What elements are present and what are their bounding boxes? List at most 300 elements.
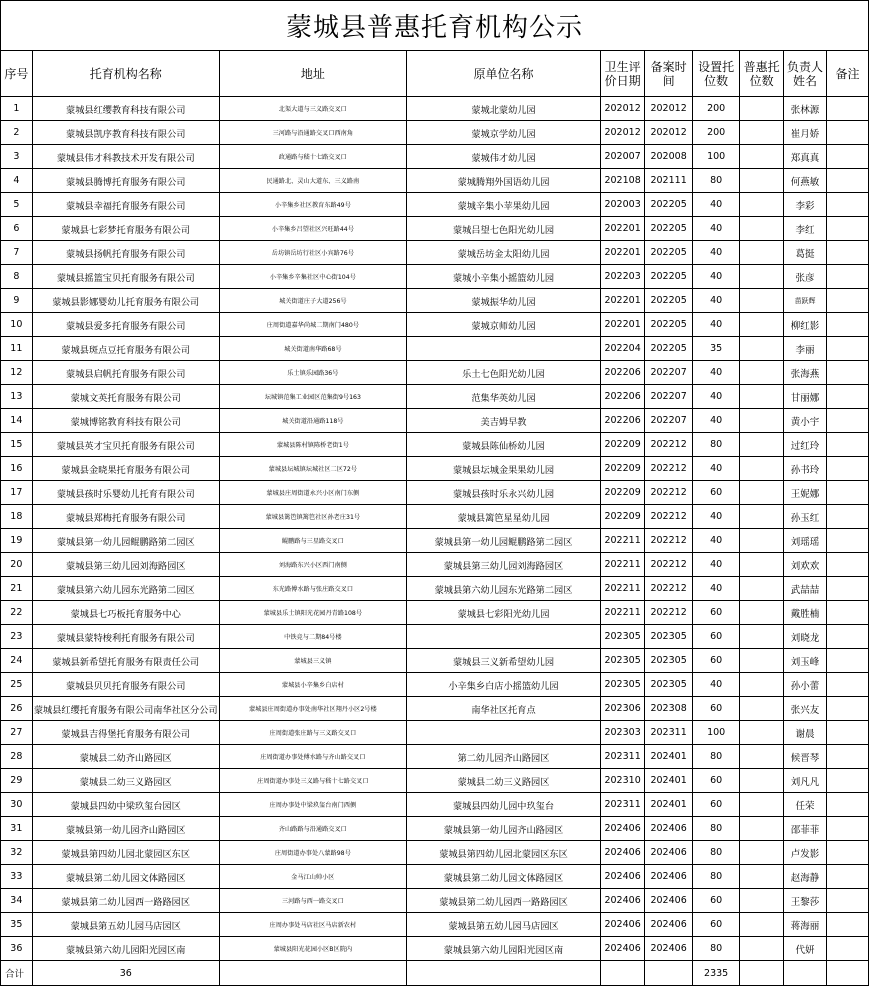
- cell-no: 21: [1, 577, 33, 601]
- cell-record-time: 202401: [645, 793, 693, 817]
- cell-no: 34: [1, 889, 33, 913]
- cell-address: 庄周街道办事处八蒙路98号: [219, 841, 406, 865]
- cell-institution-name: 蒙城县四幼中梁玖玺台园区: [32, 793, 219, 817]
- cell-capacity: 40: [693, 577, 740, 601]
- cell-inclusive: [740, 937, 784, 961]
- cell-remark: [827, 289, 869, 313]
- cell-address: 小辛集乡吕望社区兴旺路44号: [219, 217, 406, 241]
- table-row: [1, 289, 869, 313]
- cell-address: 庄周街道办事处傅水路与齐山路交叉口: [219, 745, 406, 769]
- cell-address: 民通路北、灵山大道东、三义路南: [219, 169, 406, 193]
- cell-capacity: 80: [693, 169, 740, 193]
- cell-eval-date: 202201: [601, 313, 645, 337]
- cell-inclusive: [740, 145, 784, 169]
- cell-person: 王妮娜: [784, 481, 827, 505]
- cell-record-time: 202205: [645, 193, 693, 217]
- childcare-table: [0, 50, 869, 986]
- cell-person: 刘瑶瑶: [784, 529, 827, 553]
- cell-institution-name: 蒙城县第三幼儿园刘海路园区: [32, 553, 219, 577]
- table-row: [1, 913, 869, 937]
- cell-inclusive: [740, 385, 784, 409]
- cell-address: 乐土镇乐园路36号: [219, 361, 406, 385]
- cell-eval-date: 202406: [601, 841, 645, 865]
- cell-person: 张海燕: [784, 361, 827, 385]
- cell-person: 赵海静: [784, 865, 827, 889]
- cell-person: 卢发影: [784, 841, 827, 865]
- cell-remark: [827, 265, 869, 289]
- cell-inclusive: [740, 721, 784, 745]
- cell-capacity: 60: [693, 769, 740, 793]
- cell-capacity: 80: [693, 841, 740, 865]
- cell-inclusive: [740, 409, 784, 433]
- cell-person: 刘玉峰: [784, 649, 827, 673]
- cell-person: 武喆喆: [784, 577, 827, 601]
- cell-capacity: 40: [693, 193, 740, 217]
- cell-address: 蒙城县坛城镇坛城社区二区72号: [219, 457, 406, 481]
- cell-original-unit: [406, 625, 600, 649]
- cell-remark: [827, 121, 869, 145]
- cell-institution-name: 蒙城县金晓果托育服务有限公司: [32, 457, 219, 481]
- cell-capacity: 40: [693, 361, 740, 385]
- cell-original-unit: 蒙城县篱笆星星幼儿园: [406, 505, 600, 529]
- cell-address: 小辛集乡社区教育东路49号: [219, 193, 406, 217]
- cell-remark: [827, 433, 869, 457]
- cell-inclusive: [740, 457, 784, 481]
- cell-record-time: 202406: [645, 841, 693, 865]
- cell-record-time: 202305: [645, 625, 693, 649]
- cell-remark: [827, 145, 869, 169]
- cell-capacity: 100: [693, 145, 740, 169]
- table-row: [1, 121, 869, 145]
- header-row: [1, 51, 869, 97]
- cell-original-unit: 蒙城振华幼儿园: [406, 289, 600, 313]
- cell-address: 庄周街道办事处三义路与嵇十七路交叉口: [219, 769, 406, 793]
- cell-original-unit: 蒙城京学幼儿园: [406, 121, 600, 145]
- cell-capacity: 100: [693, 721, 740, 745]
- cell-eval-date: 202305: [601, 649, 645, 673]
- cell-original-unit: 蒙城县第二幼儿园文体路园区: [406, 865, 600, 889]
- cell-person: 谢晨: [784, 721, 827, 745]
- table-row: [1, 673, 869, 697]
- table-row: [1, 313, 869, 337]
- cell-inclusive: [740, 673, 784, 697]
- cell-institution-name: 蒙城县伟才科教技术开发有限公司: [32, 145, 219, 169]
- cell-institution-name: 蒙城县贝贝托育服务有限公司: [32, 673, 219, 697]
- cell-remark: [827, 673, 869, 697]
- cell-remark: [827, 577, 869, 601]
- cell-capacity: 40: [693, 673, 740, 697]
- total-row: [1, 961, 869, 986]
- cell-original-unit: 蒙城岳坊金太阳幼儿园: [406, 241, 600, 265]
- cell-capacity: 40: [693, 457, 740, 481]
- cell-institution-name: 蒙城县孩时乐婴幼儿托育有限公司: [32, 481, 219, 505]
- cell-capacity: 60: [693, 649, 740, 673]
- cell-record-time: 202111: [645, 169, 693, 193]
- cell-record-time: 202212: [645, 601, 693, 625]
- cell-no: 3: [1, 145, 33, 169]
- cell-inclusive: [740, 793, 784, 817]
- cell-capacity: 60: [693, 625, 740, 649]
- cell-address: 城关街道南华路68号: [219, 337, 406, 361]
- cell-address: 小辛集乡辛集社区中心街104号: [219, 265, 406, 289]
- cell-no: 15: [1, 433, 33, 457]
- cell-address: 庄周办事处马店社区马店新农村: [219, 913, 406, 937]
- cell-inclusive: [740, 577, 784, 601]
- cell-capacity: 80: [693, 937, 740, 961]
- table-row: [1, 889, 869, 913]
- cell-inclusive: [740, 553, 784, 577]
- cell-institution-name: 蒙城县扬帆托育服务有限公司: [32, 241, 219, 265]
- cell-capacity: 60: [693, 697, 740, 721]
- cell-remark: [827, 457, 869, 481]
- cell-address: 坛城镇范集工业园区范集街9号163: [219, 385, 406, 409]
- cell-inclusive: [740, 361, 784, 385]
- cell-no: 32: [1, 841, 33, 865]
- cell-no: 31: [1, 817, 33, 841]
- cell-capacity: 40: [693, 385, 740, 409]
- table-row: [1, 817, 869, 841]
- cell-no: 26: [1, 697, 33, 721]
- cell-remark: [827, 313, 869, 337]
- cell-eval-date: 202306: [601, 697, 645, 721]
- cell-address: 政通路与嵇十七路交叉口: [219, 145, 406, 169]
- cell-original-unit: 蒙城县四幼儿园中玖玺台: [406, 793, 600, 817]
- cell-person: 任荣: [784, 793, 827, 817]
- cell-original-unit: 小辛集乡白店小摇篮幼儿园: [406, 673, 600, 697]
- cell-record-time: 202406: [645, 913, 693, 937]
- cell-record-time: 202012: [645, 121, 693, 145]
- cell-person: 邵菲菲: [784, 817, 827, 841]
- cell-capacity: 60: [693, 601, 740, 625]
- cell-original-unit: 蒙城吕望七色阳光幼儿园: [406, 217, 600, 241]
- header-person: 负责人姓名: [784, 51, 827, 97]
- cell-no: 14: [1, 409, 33, 433]
- cell-remark: [827, 529, 869, 553]
- cell-person: 柳红影: [784, 313, 827, 337]
- cell-person: 孙玉红: [784, 505, 827, 529]
- cell-institution-name: 蒙城县七彩梦托育服务有限公司: [32, 217, 219, 241]
- cell-eval-date: 202305: [601, 673, 645, 697]
- cell-original-unit: 蒙城县二幼三义路园区: [406, 769, 600, 793]
- header-name: 托育机构名称: [32, 51, 219, 97]
- total-count: 36: [32, 961, 219, 986]
- cell-original-unit: 范集华英幼儿园: [406, 385, 600, 409]
- cell-eval-date: 202310: [601, 769, 645, 793]
- table-row: [1, 601, 869, 625]
- cell-inclusive: [740, 625, 784, 649]
- cell-eval-date: 202211: [601, 529, 645, 553]
- cell-original-unit: 蒙城县第一幼儿园齐山路园区: [406, 817, 600, 841]
- cell-eval-date: 202203: [601, 265, 645, 289]
- cell-original-unit: 乐土七色阳光幼儿园: [406, 361, 600, 385]
- cell-address: 北渠大道与三义路交叉口: [219, 97, 406, 121]
- total-empty-eval: [601, 961, 645, 986]
- cell-institution-name: 蒙城县第二幼儿园西一路路园区: [32, 889, 219, 913]
- cell-remark: [827, 769, 869, 793]
- cell-capacity: 40: [693, 241, 740, 265]
- cell-inclusive: [740, 481, 784, 505]
- cell-inclusive: [740, 193, 784, 217]
- cell-inclusive: [740, 841, 784, 865]
- cell-no: 28: [1, 745, 33, 769]
- cell-person: 刘凡凡: [784, 769, 827, 793]
- table-row: [1, 457, 869, 481]
- cell-eval-date: 202406: [601, 889, 645, 913]
- cell-remark: [827, 913, 869, 937]
- cell-address: 蒙城县庄周街道永兴小区南门东侧: [219, 481, 406, 505]
- cell-institution-name: 蒙城县第一幼儿园鲲鹏路第二园区: [32, 529, 219, 553]
- table-row: [1, 241, 869, 265]
- cell-remark: [827, 697, 869, 721]
- cell-institution-name: 蒙城县第五幼儿园马店园区: [32, 913, 219, 937]
- cell-remark: [827, 241, 869, 265]
- cell-person: 孙小蕾: [784, 673, 827, 697]
- cell-record-time: 202008: [645, 145, 693, 169]
- cell-address: 城关街道沿通路118号: [219, 409, 406, 433]
- cell-remark: [827, 937, 869, 961]
- cell-address: 庄周街道嘉华尚城二期南门480号: [219, 313, 406, 337]
- table-row: [1, 217, 869, 241]
- cell-inclusive: [740, 529, 784, 553]
- cell-no: 16: [1, 457, 33, 481]
- cell-record-time: 202212: [645, 577, 693, 601]
- cell-record-time: 202212: [645, 529, 693, 553]
- header-remark: 备注: [827, 51, 869, 97]
- cell-capacity: 60: [693, 793, 740, 817]
- cell-person: 张彦: [784, 265, 827, 289]
- cell-eval-date: 202012: [601, 121, 645, 145]
- cell-record-time: 202205: [645, 241, 693, 265]
- cell-eval-date: 202007: [601, 145, 645, 169]
- cell-inclusive: [740, 313, 784, 337]
- cell-original-unit: 蒙城县三义新希望幼儿园: [406, 649, 600, 673]
- cell-no: 10: [1, 313, 33, 337]
- cell-remark: [827, 97, 869, 121]
- cell-original-unit: 蒙城腾翔外国语幼儿园: [406, 169, 600, 193]
- table-row: [1, 337, 869, 361]
- cell-eval-date: 202209: [601, 481, 645, 505]
- cell-no: 27: [1, 721, 33, 745]
- cell-no: 8: [1, 265, 33, 289]
- cell-eval-date: 202303: [601, 721, 645, 745]
- cell-institution-name: 蒙城县二幼三义路园区: [32, 769, 219, 793]
- cell-no: 6: [1, 217, 33, 241]
- cell-eval-date: 202012: [601, 97, 645, 121]
- cell-person: 戴胜楠: [784, 601, 827, 625]
- cell-no: 17: [1, 481, 33, 505]
- cell-inclusive: [740, 649, 784, 673]
- cell-address: 齐山路路与沿通路交叉口: [219, 817, 406, 841]
- cell-institution-name: 蒙城县斑点豆托育服务有限公司: [32, 337, 219, 361]
- cell-address: 城关街道庄子大道256号: [219, 289, 406, 313]
- cell-address: 蒙城县陈村镇陈桥老街1号: [219, 433, 406, 457]
- cell-eval-date: 202206: [601, 409, 645, 433]
- table-row: [1, 649, 869, 673]
- cell-original-unit: [406, 721, 600, 745]
- cell-person: 黄小宇: [784, 409, 827, 433]
- cell-eval-date: 202209: [601, 433, 645, 457]
- table-row: [1, 577, 869, 601]
- cell-record-time: 202401: [645, 769, 693, 793]
- cell-original-unit: 蒙城县第三幼儿园刘海路园区: [406, 553, 600, 577]
- cell-no: 19: [1, 529, 33, 553]
- cell-remark: [827, 553, 869, 577]
- cell-remark: [827, 193, 869, 217]
- table-row: [1, 793, 869, 817]
- cell-remark: [827, 889, 869, 913]
- cell-inclusive: [740, 169, 784, 193]
- cell-address: 蒙城县篱笆镇篱笆社区孙老庄31号: [219, 505, 406, 529]
- cell-capacity: 80: [693, 433, 740, 457]
- cell-record-time: 202212: [645, 505, 693, 529]
- cell-institution-name: 蒙城县影娜婴幼儿托育服务有限公司: [32, 289, 219, 313]
- cell-remark: [827, 409, 869, 433]
- cell-address: 三河路与西一路交叉口: [219, 889, 406, 913]
- cell-remark: [827, 337, 869, 361]
- header-inclusive: 普惠托位数: [740, 51, 784, 97]
- cell-eval-date: 202003: [601, 193, 645, 217]
- cell-capacity: 80: [693, 745, 740, 769]
- total-empty-person: [784, 961, 827, 986]
- cell-person: 过红玲: [784, 433, 827, 457]
- cell-remark: [827, 601, 869, 625]
- cell-no: 25: [1, 673, 33, 697]
- cell-no: 20: [1, 553, 33, 577]
- cell-eval-date: 202201: [601, 289, 645, 313]
- cell-record-time: 202205: [645, 337, 693, 361]
- cell-record-time: 202207: [645, 361, 693, 385]
- cell-inclusive: [740, 289, 784, 313]
- cell-original-unit: [406, 337, 600, 361]
- cell-capacity: 40: [693, 289, 740, 313]
- cell-capacity: 200: [693, 97, 740, 121]
- cell-eval-date: 202211: [601, 553, 645, 577]
- cell-original-unit: 蒙城县第四幼儿园北蒙园区东区: [406, 841, 600, 865]
- cell-eval-date: 202311: [601, 793, 645, 817]
- cell-institution-name: 蒙城县郑梅托育服务有限公司: [32, 505, 219, 529]
- total-empty-original: [406, 961, 600, 986]
- table-row: [1, 481, 869, 505]
- cell-no: 23: [1, 625, 33, 649]
- cell-remark: [827, 505, 869, 529]
- cell-record-time: 202406: [645, 889, 693, 913]
- table-row: [1, 361, 869, 385]
- table-row: [1, 97, 869, 121]
- cell-capacity: 40: [693, 529, 740, 553]
- cell-eval-date: 202201: [601, 217, 645, 241]
- cell-remark: [827, 865, 869, 889]
- cell-no: 9: [1, 289, 33, 313]
- cell-no: 22: [1, 601, 33, 625]
- cell-institution-name: 蒙城县第四幼儿园北蒙园区东区: [32, 841, 219, 865]
- cell-institution-name: 蒙城县红缨教育科技有限公司: [32, 97, 219, 121]
- cell-inclusive: [740, 865, 784, 889]
- cell-original-unit: 蒙城县第六幼儿园东光路第二园区: [406, 577, 600, 601]
- cell-record-time: 202212: [645, 457, 693, 481]
- total-empty-inclusive: [740, 961, 784, 986]
- cell-original-unit: 蒙城小辛集小摇篮幼儿园: [406, 265, 600, 289]
- cell-record-time: 202406: [645, 865, 693, 889]
- cell-eval-date: 202206: [601, 385, 645, 409]
- cell-address: 蒙城县阳光花园小区B区院内: [219, 937, 406, 961]
- header-eval-date: 卫生评价日期: [601, 51, 645, 97]
- cell-record-time: 202205: [645, 289, 693, 313]
- cell-capacity: 40: [693, 409, 740, 433]
- cell-no: 5: [1, 193, 33, 217]
- cell-record-time: 202308: [645, 697, 693, 721]
- table-row: [1, 841, 869, 865]
- total-empty-record: [645, 961, 693, 986]
- cell-record-time: 202207: [645, 385, 693, 409]
- cell-remark: [827, 217, 869, 241]
- cell-eval-date: 202201: [601, 241, 645, 265]
- cell-no: 7: [1, 241, 33, 265]
- cell-inclusive: [740, 121, 784, 145]
- cell-remark: [827, 385, 869, 409]
- cell-capacity: 200: [693, 121, 740, 145]
- cell-address: 岳坊镇岳坊行社区小宾路76号: [219, 241, 406, 265]
- cell-original-unit: 蒙城县七彩阳光幼儿园: [406, 601, 600, 625]
- cell-record-time: 202311: [645, 721, 693, 745]
- cell-inclusive: [740, 217, 784, 241]
- header-no: 序号: [1, 51, 33, 97]
- header-original: 原单位名称: [406, 51, 600, 97]
- cell-inclusive: [740, 601, 784, 625]
- table-row: [1, 409, 869, 433]
- cell-no: 18: [1, 505, 33, 529]
- cell-remark: [827, 745, 869, 769]
- table-row: [1, 529, 869, 553]
- cell-person: 张兴友: [784, 697, 827, 721]
- table-row: [1, 193, 869, 217]
- cell-institution-name: 蒙城县新希望托育服务有限责任公司: [32, 649, 219, 673]
- cell-inclusive: [740, 433, 784, 457]
- table-row: [1, 937, 869, 961]
- cell-record-time: 202305: [645, 673, 693, 697]
- cell-eval-date: 202211: [601, 601, 645, 625]
- cell-record-time: 202205: [645, 313, 693, 337]
- total-capacity: 2335: [693, 961, 740, 986]
- cell-remark: [827, 841, 869, 865]
- cell-address: 蒙城县乐土镇阳光花园丹青路108号: [219, 601, 406, 625]
- table-row: [1, 433, 869, 457]
- cell-remark: [827, 649, 869, 673]
- cell-institution-name: 蒙城县七巧板托育服务中心: [32, 601, 219, 625]
- cell-address: 刘海路东兴小区西门南侧: [219, 553, 406, 577]
- cell-address: 蒙城县庄周街道办事处南华社区翔丹小区2号楼: [219, 697, 406, 721]
- cell-eval-date: 202406: [601, 817, 645, 841]
- table-row: [1, 625, 869, 649]
- table-row: [1, 697, 869, 721]
- cell-inclusive: [740, 913, 784, 937]
- cell-person: 郑真真: [784, 145, 827, 169]
- cell-no: 33: [1, 865, 33, 889]
- cell-remark: [827, 625, 869, 649]
- cell-inclusive: [740, 745, 784, 769]
- cell-original-unit: 蒙城伟才幼儿园: [406, 145, 600, 169]
- cell-person: 代妍: [784, 937, 827, 961]
- cell-original-unit: 第二幼儿园齐山路园区: [406, 745, 600, 769]
- cell-eval-date: 202406: [601, 913, 645, 937]
- cell-person: 候晋琴: [784, 745, 827, 769]
- cell-eval-date: 202209: [601, 505, 645, 529]
- cell-inclusive: [740, 241, 784, 265]
- cell-capacity: 80: [693, 865, 740, 889]
- cell-capacity: 40: [693, 553, 740, 577]
- cell-capacity: 35: [693, 337, 740, 361]
- cell-eval-date: 202406: [601, 937, 645, 961]
- cell-institution-name: 蒙城县第六幼儿园东光路第二园区: [32, 577, 219, 601]
